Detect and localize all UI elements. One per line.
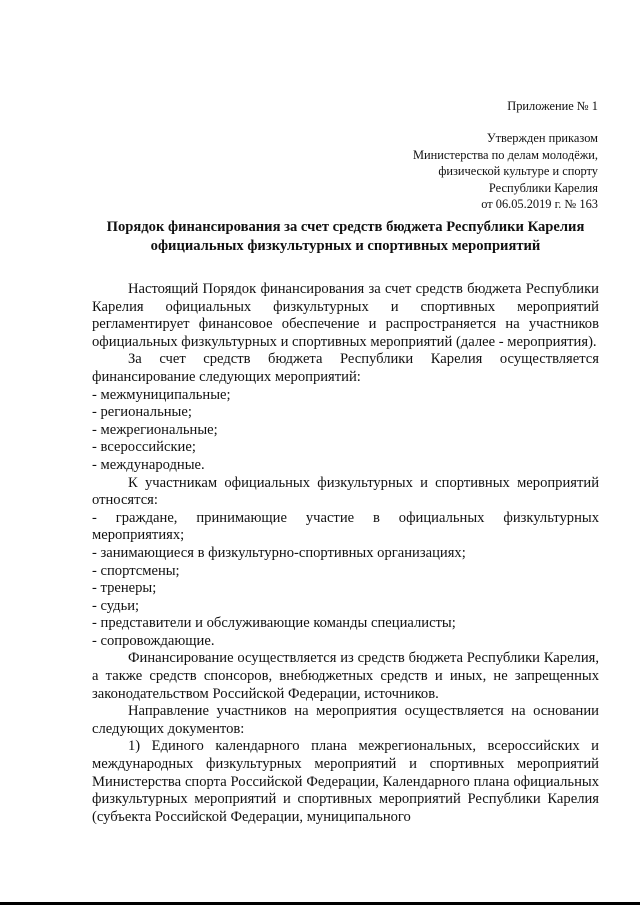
title-line: Порядок финансирования за счет средств бюджета Республики Карелия — [106, 219, 585, 235]
paragraph: За счет средств бюджета Республики Карелия осуществляется финансирование следующих мероприятий: — [92, 351, 599, 385]
paragraph: К участникам официальных физкультурных и спортивных мероприятий относятся: — [92, 474, 599, 509]
list-item: - тренеры; — [92, 580, 157, 597]
paragraph: Финансирование осуществляется из средств бюджета Республики Карелия, а также средств спонсоров, внебюджетных средств и иных, не запрещенных законодательством Российской Федерации, источников. — [92, 650, 599, 702]
list-item: - региональные; — [92, 404, 192, 421]
document-body — [92, 281, 599, 826]
approval-line: Министерства по делам молодёжи, — [412, 147, 598, 162]
approval-line: Республики Карелия — [488, 180, 598, 195]
list-item: - всероссийские; — [92, 439, 196, 456]
approval-header — [413, 98, 598, 212]
list-item: - судьи; — [92, 597, 140, 614]
list-item: - граждане, принимающие участие в официальных физкультурных мероприятиях; — [92, 509, 599, 544]
list-item: - международные. — [92, 456, 205, 473]
list-item: - спортсмены; — [92, 562, 180, 579]
list-item: - межрегиональные; — [92, 421, 218, 438]
paragraph: Направление участников на мероприятия осуществляется на основании следующих документов: — [92, 703, 599, 737]
appendix-label: Приложение № 1 — [507, 99, 598, 113]
list-item: - сопровождающие. — [92, 632, 215, 649]
title-line: официальных физкультурных и спортивных мероприятий — [150, 237, 541, 254]
list-item: - межмуниципальные; — [92, 386, 231, 403]
paragraph: Настоящий Порядок финансирования за счет средств бюджета Республики Карелия официальных физкультурных и спортивных мероприятий регламентирует финансовое обеспечение и распространяется на участников официальных физкультурных и спортивных мероприятий (далее - мероприятия). — [92, 281, 599, 350]
approval-line: физической культуре и спорту — [438, 164, 598, 179]
list-item: - представители и обслуживающие команды специалисты; — [92, 615, 456, 632]
document-title — [92, 218, 599, 255]
list-item: - занимающиеся в физкультурно-спортивных организациях; — [92, 544, 466, 561]
approval-date-line: от 06.05.2019 г. № 163 — [481, 197, 598, 212]
approval-line: Утвержден приказом — [486, 131, 598, 146]
paragraph: 1) Единого календарного плана межрегиональных, всероссийских и международных физкультурных мероприятий и спортивных мероприятий Министерства спорта Российской Федерации, Календарного плана официальных физкультурных мероприятий и спортивных мероприятий Республики Карелия (субъекта Российской Федерации, муниципального — [92, 738, 599, 825]
